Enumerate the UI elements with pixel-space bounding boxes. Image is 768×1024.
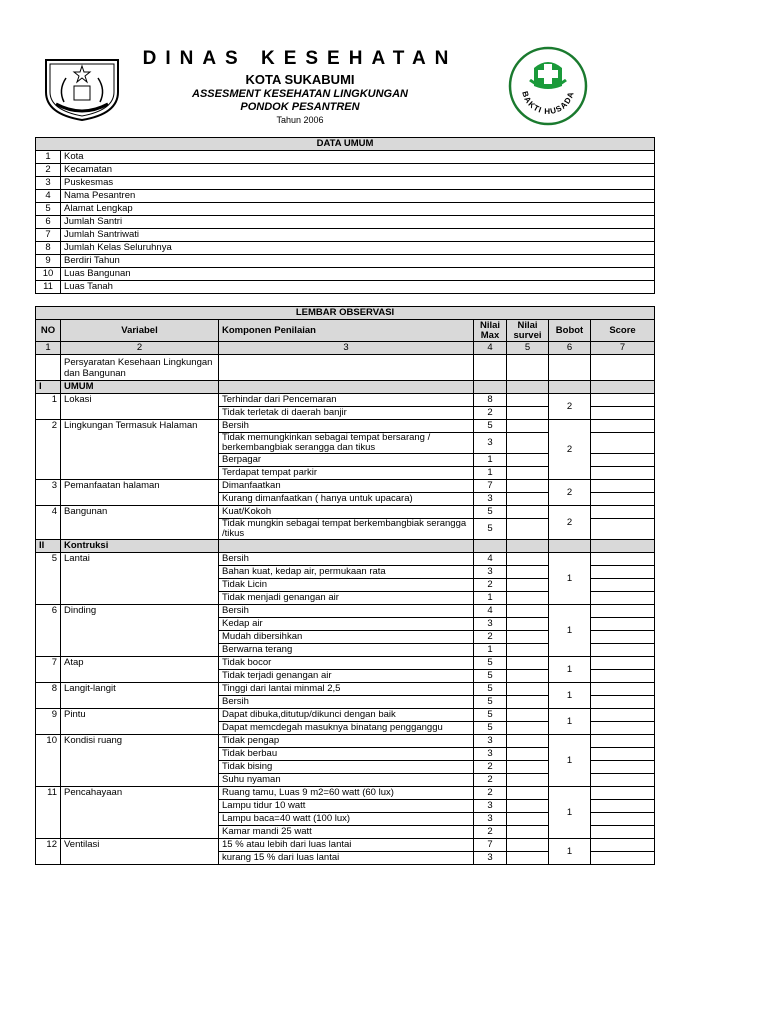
component-text: Terhindar dari Pencemaran (219, 394, 474, 407)
score-input[interactable] (591, 787, 655, 800)
score-input[interactable] (591, 722, 655, 735)
row-number: 7 (36, 229, 61, 242)
nilai-survei-input[interactable] (507, 467, 549, 480)
item-variable: Dinding (61, 605, 219, 657)
nilai-survei-input[interactable] (507, 420, 549, 433)
bobot-value: 1 (549, 605, 591, 657)
component-text: Kurang dimanfaatkan ( hanya untuk upacara) (219, 493, 474, 506)
nilai-max-value: 5 (474, 657, 507, 670)
nilai-survei-input[interactable] (507, 506, 549, 519)
nilai-max-value: 5 (474, 506, 507, 519)
item-number: 4 (36, 506, 61, 540)
item-number: 9 (36, 709, 61, 735)
nilai-max-value: 3 (474, 618, 507, 631)
component-text: Tidak mungkin sebagai tempat berkembangbiak serangga /tikus (219, 519, 474, 540)
component-text: Bersih (219, 420, 474, 433)
nilai-survei-input[interactable] (507, 454, 549, 467)
score-input[interactable] (591, 748, 655, 761)
nilai-max-value: 1 (474, 454, 507, 467)
nilai-survei-input[interactable] (507, 605, 549, 618)
row-number: 4 (36, 190, 61, 203)
component-text: Terdapat tempat parkir (219, 467, 474, 480)
nilai-survei-input[interactable] (507, 631, 549, 644)
nilai-max-value: 3 (474, 813, 507, 826)
nilai-max-value: 7 (474, 839, 507, 852)
item-variable: Atap (61, 657, 219, 683)
item-number: 6 (36, 605, 61, 657)
nilai-survei-input[interactable] (507, 394, 549, 407)
nilai-survei-input[interactable] (507, 774, 549, 787)
row-label: Jumlah Santri (61, 216, 655, 229)
col-number: 5 (507, 342, 549, 355)
row-number: 6 (36, 216, 61, 229)
nilai-max-value: 5 (474, 709, 507, 722)
item-number: 7 (36, 657, 61, 683)
component-text: Tidak Licin (219, 579, 474, 592)
nilai-max-value: 4 (474, 553, 507, 566)
bobot-value: 1 (549, 709, 591, 735)
score-input[interactable] (591, 800, 655, 813)
item-number: 2 (36, 420, 61, 480)
component-text: Lampu baca=40 watt (100 lux) (219, 813, 474, 826)
score-input[interactable] (591, 631, 655, 644)
component-text: Bahan kuat, kedap air, permukaan rata (219, 566, 474, 579)
item-number: 12 (36, 839, 61, 865)
component-text: Tidak memungkinkan sebagai tempat bersarang / berkembangbiak serangga dan tikus (219, 433, 474, 454)
data-umum-row (36, 255, 655, 268)
svg-text:BAKTI HUSADA: BAKTI HUSADA (520, 90, 576, 117)
col-header-bobot: Bobot (549, 320, 591, 342)
score-input[interactable] (591, 761, 655, 774)
bobot-value: 2 (549, 394, 591, 420)
nilai-max-value: 3 (474, 735, 507, 748)
observation-row (36, 420, 655, 433)
bakti-husada-logo-icon (508, 46, 588, 126)
component-text: Ruang tamu, Luas 9 m2=60 watt (60 lux) (219, 787, 474, 800)
component-text: Tidak pengap (219, 735, 474, 748)
score-input[interactable] (591, 493, 655, 506)
item-variable: Kondisi ruang (61, 735, 219, 787)
col-number: 1 (36, 342, 61, 355)
component-text: Tidak berbau (219, 748, 474, 761)
row-number: 5 (36, 203, 61, 216)
component-text: Tinggi dari lantai minmal 2,5 (219, 683, 474, 696)
nilai-max-value: 8 (474, 394, 507, 407)
nilai-survei-input[interactable] (507, 566, 549, 579)
col-header-nilai-max: Nilai Max (474, 320, 507, 342)
component-text: Dimanfaatkan (219, 480, 474, 493)
row-label: Jumlah Kelas Seluruhnya (61, 242, 655, 255)
section-header-row (36, 381, 655, 394)
data-umum-row (36, 177, 655, 190)
score-input[interactable] (591, 605, 655, 618)
observation-row (36, 787, 655, 800)
bobot-value: 1 (549, 657, 591, 683)
component-text: Lampu tidur 10 watt (219, 800, 474, 813)
score-input[interactable] (591, 657, 655, 670)
component-text: Bersih (219, 553, 474, 566)
nilai-survei-input[interactable] (507, 852, 549, 865)
observation-row (36, 839, 655, 852)
data-umum-row (36, 242, 655, 255)
nilai-max-value: 3 (474, 800, 507, 813)
item-variable: Lingkungan Termasuk Halaman (61, 420, 219, 480)
bobot-value: 1 (549, 735, 591, 787)
component-text: 15 % atau lebih dari luas lantai (219, 839, 474, 852)
score-input[interactable] (591, 670, 655, 683)
row-label: Luas Bangunan (61, 268, 655, 281)
observation-row (36, 735, 655, 748)
document-header (0, 0, 768, 135)
nilai-survei-input[interactable] (507, 709, 549, 722)
nilai-max-value: 3 (474, 566, 507, 579)
section-roman: I (36, 381, 61, 394)
bobot-value: 1 (549, 787, 591, 839)
nilai-survei-input[interactable] (507, 553, 549, 566)
nilai-max-value: 2 (474, 774, 507, 787)
observation-row (36, 605, 655, 618)
assessment-title: ASSESMENT KESEHATAN LINGKUNGAN (192, 88, 408, 100)
col-number: 4 (474, 342, 507, 355)
row-label: Nama Pesantren (61, 190, 655, 203)
nilai-max-value: 1 (474, 467, 507, 480)
data-umum-row (36, 164, 655, 177)
row-label: Kota (61, 151, 655, 164)
section-roman: II (36, 540, 61, 553)
component-text: Kedap air (219, 618, 474, 631)
data-umum-row (36, 229, 655, 242)
row-label: Puskesmas (61, 177, 655, 190)
score-input[interactable] (591, 506, 655, 519)
col-header-variabel: Variabel (61, 320, 219, 342)
section-name: Kontruksi (61, 540, 219, 553)
observation-row (36, 394, 655, 407)
row-label: Luas Tanah (61, 281, 655, 294)
component-text: Bersih (219, 696, 474, 709)
observation-row (36, 683, 655, 696)
score-input[interactable] (591, 592, 655, 605)
item-number: 3 (36, 480, 61, 506)
data-umum-row (36, 151, 655, 164)
score-input[interactable] (591, 696, 655, 709)
score-input[interactable] (591, 566, 655, 579)
nilai-max-value: 1 (474, 592, 507, 605)
score-input[interactable] (591, 420, 655, 433)
nilai-survei-input[interactable] (507, 735, 549, 748)
item-number: 1 (36, 394, 61, 420)
lembar-observasi-table (35, 306, 655, 865)
data-umum-row (36, 281, 655, 294)
nilai-survei-input[interactable] (507, 579, 549, 592)
row-number: 10 (36, 268, 61, 281)
col-number: 6 (549, 342, 591, 355)
component-text: Berpagar (219, 454, 474, 467)
score-input[interactable] (591, 683, 655, 696)
nilai-max-value: 5 (474, 696, 507, 709)
row-number: 1 (36, 151, 61, 164)
nilai-survei-input[interactable] (507, 592, 549, 605)
nilai-max-value: 3 (474, 852, 507, 865)
nilai-survei-input[interactable] (507, 618, 549, 631)
data-umum-row (36, 190, 655, 203)
item-variable: Pencahayaan (61, 787, 219, 839)
item-variable: Pemanfaatan halaman (61, 480, 219, 506)
data-umum-title: DATA UMUM (36, 138, 655, 151)
component-text: Kuat/Kokoh (219, 506, 474, 519)
nilai-survei-input[interactable] (507, 787, 549, 800)
year-label: Tahun 2006 (276, 115, 324, 125)
nilai-survei-input[interactable] (507, 433, 549, 454)
nilai-survei-input[interactable] (507, 761, 549, 774)
item-variable: Lantai (61, 553, 219, 605)
office-title: DINAS KESEHATAN (142, 48, 458, 69)
nilai-max-value: 1 (474, 644, 507, 657)
observasi-title: LEMBAR OBSERVASI (36, 307, 655, 320)
score-input[interactable] (591, 826, 655, 839)
nilai-survei-input[interactable] (507, 800, 549, 813)
col-header-score: Score (591, 320, 655, 342)
score-input[interactable] (591, 579, 655, 592)
intro-text: Persyaratan Kesehaan Lingkungan dan Bangunan (61, 355, 219, 381)
score-input[interactable] (591, 644, 655, 657)
observation-row (36, 709, 655, 722)
nilai-max-value: 5 (474, 519, 507, 540)
row-label: Kecamatan (61, 164, 655, 177)
nilai-survei-input[interactable] (507, 683, 549, 696)
bobot-value: 2 (549, 480, 591, 506)
score-input[interactable] (591, 709, 655, 722)
item-variable: Bangunan (61, 506, 219, 540)
component-text: Tidak bocor (219, 657, 474, 670)
item-variable: Langit-langit (61, 683, 219, 709)
row-number: 3 (36, 177, 61, 190)
nilai-max-value: 3 (474, 433, 507, 454)
nilai-max-value: 2 (474, 761, 507, 774)
nilai-max-value: 3 (474, 493, 507, 506)
section-header-row (36, 540, 655, 553)
col-number: 3 (219, 342, 474, 355)
city-emblem-icon (42, 52, 122, 122)
nilai-max-value: 2 (474, 579, 507, 592)
score-input[interactable] (591, 774, 655, 787)
col-number: 2 (61, 342, 219, 355)
score-input[interactable] (591, 433, 655, 454)
data-umum-row (36, 216, 655, 229)
nilai-max-value: 7 (474, 480, 507, 493)
score-input[interactable] (591, 454, 655, 467)
nilai-survei-input[interactable] (507, 696, 549, 709)
component-text: Dapat dibuka,ditutup/dikunci dengan baik (219, 709, 474, 722)
row-number: 11 (36, 281, 61, 294)
data-umum-row (36, 203, 655, 216)
item-number: 11 (36, 787, 61, 839)
nilai-survei-input[interactable] (507, 722, 549, 735)
nilai-survei-input[interactable] (507, 826, 549, 839)
nilai-max-value: 2 (474, 631, 507, 644)
component-text: Dapat memcdegah masuknya binatang pengganggu (219, 722, 474, 735)
row-number: 9 (36, 255, 61, 268)
item-variable: Pintu (61, 709, 219, 735)
bobot-value: 2 (549, 506, 591, 540)
component-text: kurang 15 % dari luas lantai (219, 852, 474, 865)
observation-row (36, 506, 655, 519)
item-number: 5 (36, 553, 61, 605)
score-input[interactable] (591, 735, 655, 748)
nilai-max-value: 5 (474, 420, 507, 433)
nilai-max-value: 5 (474, 670, 507, 683)
nilai-survei-input[interactable] (507, 407, 549, 420)
observation-row (36, 480, 655, 493)
nilai-survei-input[interactable] (507, 480, 549, 493)
item-number: 10 (36, 735, 61, 787)
nilai-max-value: 5 (474, 683, 507, 696)
component-text: Tidak terjadi genangan air (219, 670, 474, 683)
score-input[interactable] (591, 813, 655, 826)
nilai-survei-input[interactable] (507, 657, 549, 670)
data-umum-row (36, 268, 655, 281)
col-header-komponen: Komponen Penilaian (219, 320, 474, 342)
component-text: Kamar mandi 25 watt (219, 826, 474, 839)
component-text: Mudah dibersihkan (219, 631, 474, 644)
nilai-survei-input[interactable] (507, 748, 549, 761)
nilai-survei-input[interactable] (507, 519, 549, 540)
col-header-no: NO (36, 320, 61, 342)
component-text: Suhu nyaman (219, 774, 474, 787)
row-number: 2 (36, 164, 61, 177)
section-name: UMUM (61, 381, 219, 394)
nilai-max-value: 2 (474, 407, 507, 420)
nilai-max-value: 4 (474, 605, 507, 618)
bobot-value: 2 (549, 420, 591, 480)
component-text: Berwarna terang (219, 644, 474, 657)
observation-row (36, 553, 655, 566)
bobot-value: 1 (549, 553, 591, 605)
score-input[interactable] (591, 618, 655, 631)
score-input[interactable] (591, 394, 655, 407)
col-header-nilai-survei: Nilai survei (507, 320, 549, 342)
score-input[interactable] (591, 553, 655, 566)
score-input[interactable] (591, 519, 655, 540)
item-variable: Lokasi (61, 394, 219, 420)
score-input[interactable] (591, 480, 655, 493)
score-input[interactable] (591, 852, 655, 865)
nilai-max-value: 3 (474, 748, 507, 761)
row-label: Jumlah Santriwati (61, 229, 655, 242)
component-text: Bersih (219, 605, 474, 618)
row-number: 8 (36, 242, 61, 255)
city-name: KOTA SUKABUMI (245, 72, 355, 87)
component-text: Tidak terletak di daerah banjir (219, 407, 474, 420)
bobot-value: 1 (549, 683, 591, 709)
score-input[interactable] (591, 407, 655, 420)
component-text: Tidak bising (219, 761, 474, 774)
nilai-survei-input[interactable] (507, 839, 549, 852)
intro-no-cell (36, 355, 61, 381)
col-number: 7 (591, 342, 655, 355)
row-label: Alamat Lengkap (61, 203, 655, 216)
nilai-survei-input[interactable] (507, 493, 549, 506)
nilai-max-value: 5 (474, 722, 507, 735)
nilai-max-value: 2 (474, 787, 507, 800)
score-input[interactable] (591, 839, 655, 852)
observation-row (36, 657, 655, 670)
item-variable: Ventilasi (61, 839, 219, 865)
nilai-max-value: 2 (474, 826, 507, 839)
bobot-value: 1 (549, 839, 591, 865)
nilai-survei-input[interactable] (507, 670, 549, 683)
nilai-survei-input[interactable] (507, 813, 549, 826)
component-text: Tidak menjadi genangan air (219, 592, 474, 605)
score-input[interactable] (591, 467, 655, 480)
item-number: 8 (36, 683, 61, 709)
row-label: Berdiri Tahun (61, 255, 655, 268)
nilai-survei-input[interactable] (507, 644, 549, 657)
assessment-subject: PONDOK PESANTREN (240, 101, 360, 113)
data-umum-table (35, 137, 655, 294)
